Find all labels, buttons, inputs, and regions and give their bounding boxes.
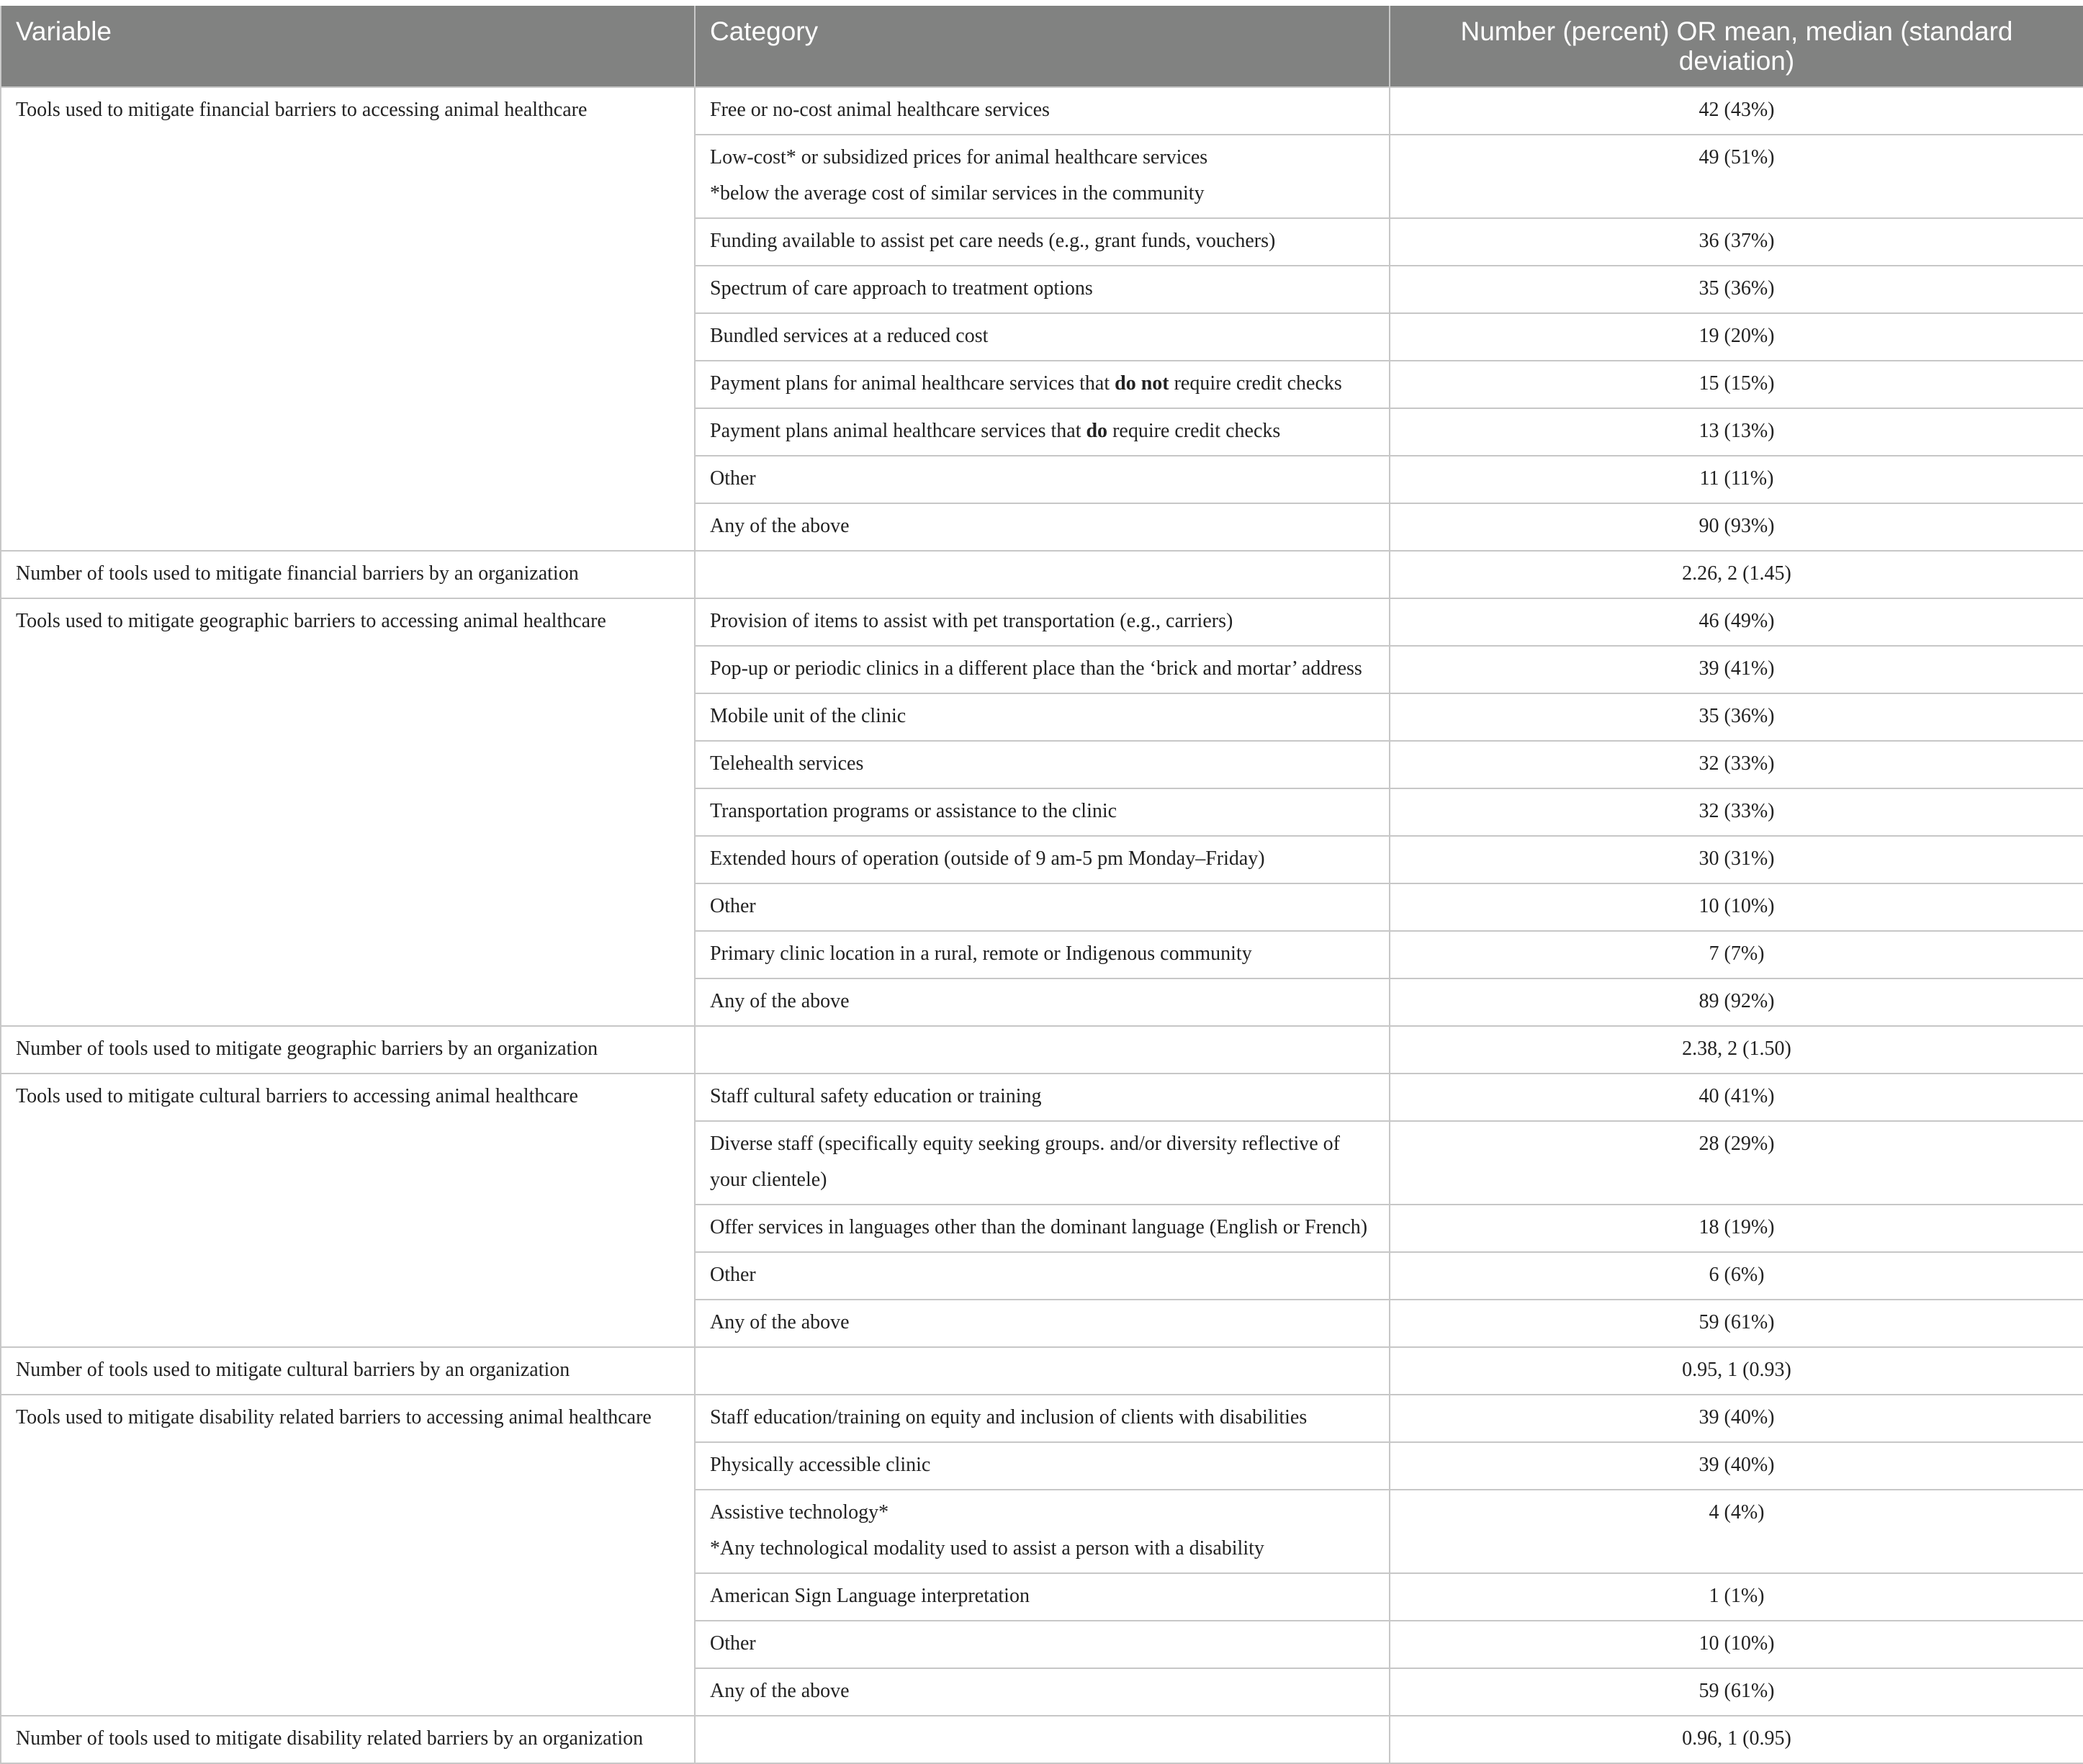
table-row bbox=[1, 1074, 2083, 1121]
value-cell: 30 (31%) bbox=[1390, 836, 2083, 883]
variable-cell: Tools used to mitigate financial barriers to accessing animal healthcare bbox=[1, 87, 695, 551]
category-cell: Pop-up or periodic clinics in a different place than the ‘brick and mortar’ address bbox=[695, 646, 1390, 693]
value-cell: 32 (33%) bbox=[1390, 788, 2083, 836]
value-cell: 32 (33%) bbox=[1390, 741, 2083, 788]
category-cell: Diverse staff (specifically equity seeking groups. and/or diversity reflective of your clientele) bbox=[695, 1121, 1390, 1205]
table-row bbox=[1, 1347, 2083, 1395]
category-cell: Telehealth services bbox=[695, 741, 1390, 788]
category-cell: American Sign Language interpretation bbox=[695, 1573, 1390, 1621]
table-row bbox=[1, 1716, 2083, 1763]
header-category: Category bbox=[695, 6, 1390, 87]
category-cell: Provision of items to assist with pet transportation (e.g., carriers) bbox=[695, 598, 1390, 646]
value-cell: 90 (93%) bbox=[1390, 503, 2083, 551]
table-row bbox=[1, 1026, 2083, 1074]
category-text: require credit checks bbox=[1169, 372, 1342, 395]
category-cell: Extended hours of operation (outside of 9 am-5 pm Monday–Friday) bbox=[695, 836, 1390, 883]
value-cell: 2.38, 2 (1.50) bbox=[1390, 1026, 2083, 1074]
category-cell bbox=[695, 1026, 1390, 1074]
value-cell: 35 (36%) bbox=[1390, 693, 2083, 741]
variable-cell: Tools used to mitigate geographic barriers to accessing animal healthcare bbox=[1, 598, 695, 1026]
value-cell: 11 (11%) bbox=[1390, 456, 2083, 503]
category-cell bbox=[695, 1490, 1390, 1573]
category-cell: Funding available to assist pet care needs (e.g., grant funds, vouchers) bbox=[695, 218, 1390, 266]
category-text: Payment plans for animal healthcare services that bbox=[710, 372, 1115, 395]
category-cell bbox=[695, 1716, 1390, 1763]
category-emphasis: do not bbox=[1115, 372, 1169, 395]
value-cell: 10 (10%) bbox=[1390, 883, 2083, 931]
category-text: Low-cost* or subsidized prices for animal healthcare services bbox=[710, 146, 1208, 168]
value-cell: 19 (20%) bbox=[1390, 313, 2083, 361]
value-cell: 59 (61%) bbox=[1390, 1668, 2083, 1716]
value-cell: 0.96, 1 (0.95) bbox=[1390, 1716, 2083, 1763]
value-cell: 2.26, 2 (1.45) bbox=[1390, 551, 2083, 598]
category-cell: Offer services in languages other than the dominant language (English or French) bbox=[695, 1205, 1390, 1252]
category-cell: Spectrum of care approach to treatment options bbox=[695, 266, 1390, 313]
category-text: Payment plans animal healthcare services that bbox=[710, 420, 1087, 442]
variable-cell: Number of tools used to mitigate cultural barriers by an organization bbox=[1, 1347, 695, 1395]
header-variable: Variable bbox=[1, 6, 695, 87]
category-cell: Transportation programs or assistance to the clinic bbox=[695, 788, 1390, 836]
value-cell: 13 (13%) bbox=[1390, 408, 2083, 456]
value-cell: 59 (61%) bbox=[1390, 1300, 2083, 1347]
value-cell: 40 (41%) bbox=[1390, 1074, 2083, 1121]
value-cell: 39 (41%) bbox=[1390, 646, 2083, 693]
category-cell bbox=[695, 135, 1390, 218]
category-cell: Bundled services at a reduced cost bbox=[695, 313, 1390, 361]
category-footnote: *Any technological modality used to assist a person with a disability bbox=[710, 1537, 1264, 1560]
category-cell: Physically accessible clinic bbox=[695, 1442, 1390, 1490]
table-row bbox=[1, 1395, 2083, 1442]
results-table bbox=[0, 6, 2083, 1764]
value-cell: 35 (36%) bbox=[1390, 266, 2083, 313]
category-cell bbox=[695, 408, 1390, 456]
value-cell: 39 (40%) bbox=[1390, 1442, 2083, 1490]
category-cell: Any of the above bbox=[695, 1668, 1390, 1716]
value-cell: 28 (29%) bbox=[1390, 1121, 2083, 1205]
category-text: require credit checks bbox=[1107, 420, 1281, 442]
variable-cell: Number of tools used to mitigate financial barriers by an organization bbox=[1, 551, 695, 598]
category-text: Assistive technology* bbox=[710, 1501, 889, 1524]
value-cell: 7 (7%) bbox=[1390, 931, 2083, 978]
category-cell: Any of the above bbox=[695, 503, 1390, 551]
value-cell: 42 (43%) bbox=[1390, 87, 2083, 135]
value-cell: 46 (49%) bbox=[1390, 598, 2083, 646]
category-cell: Staff cultural safety education or training bbox=[695, 1074, 1390, 1121]
value-cell: 10 (10%) bbox=[1390, 1621, 2083, 1668]
category-cell: Primary clinic location in a rural, remote or Indigenous community bbox=[695, 931, 1390, 978]
value-cell: 18 (19%) bbox=[1390, 1205, 2083, 1252]
category-cell bbox=[695, 551, 1390, 598]
table-header bbox=[1, 6, 2083, 87]
category-cell bbox=[695, 1347, 1390, 1395]
value-cell: 0.95, 1 (0.93) bbox=[1390, 1347, 2083, 1395]
value-cell: 49 (51%) bbox=[1390, 135, 2083, 218]
category-cell: Free or no-cost animal healthcare services bbox=[695, 87, 1390, 135]
category-cell: Other bbox=[695, 456, 1390, 503]
category-cell bbox=[695, 361, 1390, 408]
variable-cell: Tools used to mitigate disability related barriers to accessing animal healthcare bbox=[1, 1395, 695, 1716]
table-row bbox=[1, 87, 2083, 135]
value-cell: 89 (92%) bbox=[1390, 978, 2083, 1026]
table-row bbox=[1, 598, 2083, 646]
header-row bbox=[1, 6, 2083, 87]
value-cell: 1 (1%) bbox=[1390, 1573, 2083, 1621]
value-cell: 39 (40%) bbox=[1390, 1395, 2083, 1442]
category-cell: Other bbox=[695, 883, 1390, 931]
variable-cell: Number of tools used to mitigate geographic barriers by an organization bbox=[1, 1026, 695, 1074]
category-cell: Any of the above bbox=[695, 1300, 1390, 1347]
value-cell: 15 (15%) bbox=[1390, 361, 2083, 408]
category-cell: Any of the above bbox=[695, 978, 1390, 1026]
category-cell: Other bbox=[695, 1252, 1390, 1300]
category-emphasis: do bbox=[1086, 420, 1108, 442]
header-value: Number (percent) OR mean, median (standard deviation) bbox=[1390, 6, 2083, 87]
category-footnote: *below the average cost of similar services in the community bbox=[710, 182, 1205, 204]
value-cell: 6 (6%) bbox=[1390, 1252, 2083, 1300]
table-row bbox=[1, 551, 2083, 598]
category-cell: Other bbox=[695, 1621, 1390, 1668]
category-cell: Staff education/training on equity and inclusion of clients with disabilities bbox=[695, 1395, 1390, 1442]
category-cell: Mobile unit of the clinic bbox=[695, 693, 1390, 741]
value-cell: 4 (4%) bbox=[1390, 1490, 2083, 1573]
variable-cell: Number of tools used to mitigate disability related barriers by an organization bbox=[1, 1716, 695, 1763]
variable-cell: Tools used to mitigate cultural barriers to accessing animal healthcare bbox=[1, 1074, 695, 1347]
value-cell: 36 (37%) bbox=[1390, 218, 2083, 266]
